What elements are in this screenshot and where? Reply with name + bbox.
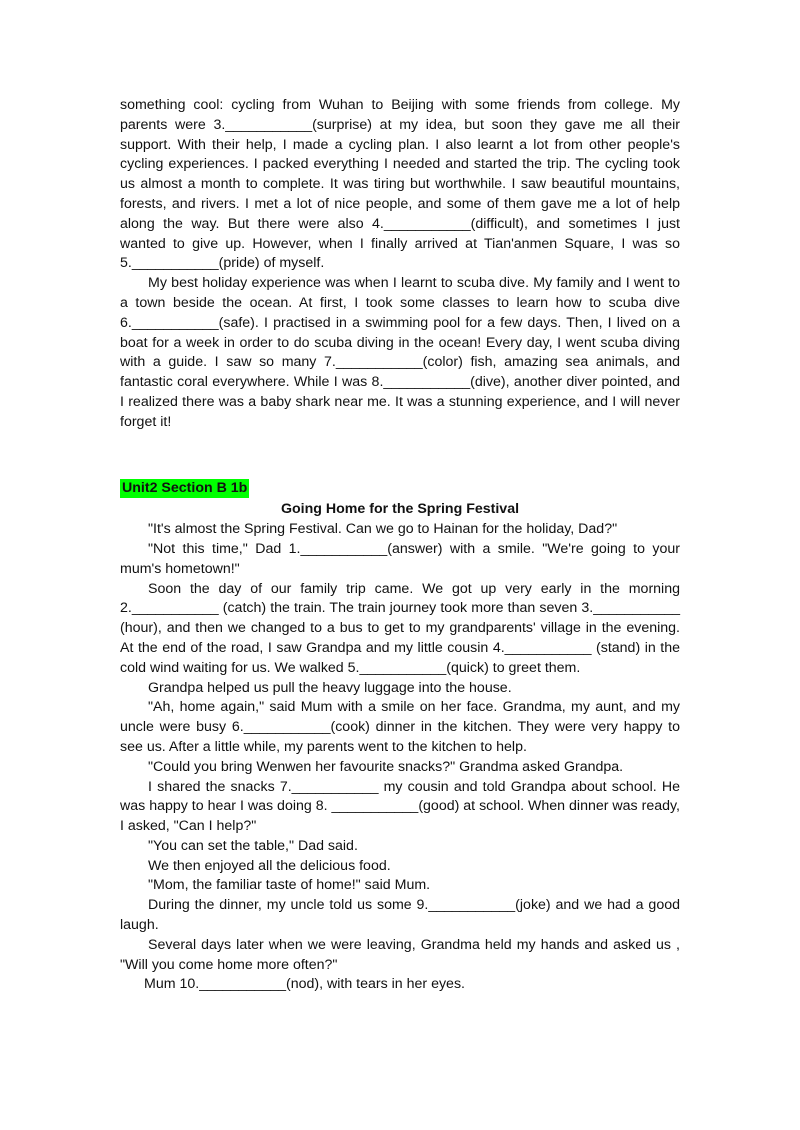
passage1-paragraph-1: something cool: cycling from Wuhan to Beijing with some friends from college. My parents were 3.___________(surprise) at my idea, but soon they gave me all their support. With their help, I made a cycling plan. I also learnt a lot from other people's cycling experiences. I packed everything I needed and started the trip. The cycling took us almost a month to complete. It was tiring but worthwhile. I saw beautiful mountains, forests, and rivers. I met a lot of nice people, and some of them gave me a lot of help along the way. But there were also 4.___________(difficult), and sometimes I just wanted to give up. However, when I finally arrived at Tian'anmen Square, I was so 5.___________(pride) of myself. bbox=[120, 97, 680, 272]
passage2-paragraph-4: Grandpa helped us pull the heavy luggage into the house. bbox=[148, 679, 512, 696]
passage2-paragraph-1: "It's almost the Spring Festival. Can we go to Hainan for the holiday, Dad?" bbox=[148, 521, 618, 538]
passage2-paragraph-3: Soon the day of our family trip came. We got up very early in the morning 2.___________ (catch) the train. The train journey took more than seven 3.___________ (hour), and then we changed to a bus to get to my grandparents' village in the evening. At the end of the road, I saw Grandpa and my little cousin 4.___________ (stand) in the cold wind waiting for us. We walked 5.___________(quick) to greet them. bbox=[120, 580, 680, 676]
section-header bbox=[120, 479, 680, 499]
passage2-paragraph-8: "You can set the table," Dad said. bbox=[148, 837, 358, 854]
passage2-paragraph-9: We then enjoyed all the delicious food. bbox=[148, 857, 391, 874]
section-spacer bbox=[120, 433, 680, 479]
passage2-paragraph-12: Several days later when we were leaving, Grandma held my hands and asked us , "Will you come home more often?" bbox=[120, 936, 680, 973]
section-tag: Unit2 Section B 1b bbox=[120, 479, 249, 499]
passage1-paragraph-2: My best holiday experience was when I learnt to scuba dive. My family and I went to a town beside the ocean. At first, I took some classes to learn how to scuba dive 6.___________(safe). I practised in a swimming pool for a few days. Then, I lived on a boat for a week in order to do scuba diving in the ocean! Every day, I went scuba diving with a guide. I saw so many 7.___________(color) fish, amazing sea animals, and fantastic coral everywhere. While I was 8.___________(dive), another diver pointed, and I realized there was a baby shark near me. It was a stunning experience, and I will never forget it! bbox=[120, 275, 680, 430]
document-page bbox=[120, 96, 680, 995]
passage2-paragraph-2: "Not this time," Dad 1.___________(answer) with a smile. "We're going to your mum's hometown!" bbox=[120, 540, 680, 577]
passage2-paragraph-7: I shared the snacks 7.___________ my cousin and told Grandpa about school. He was happy to hear I was doing 8. ___________(good) at school. When dinner was ready, I asked, "Can I help?" bbox=[120, 778, 680, 835]
passage-title: Going Home for the Spring Festival bbox=[280, 501, 520, 518]
passage2-paragraph-11: During the dinner, my uncle told us some 9.___________(joke) and we had a good laugh. bbox=[120, 897, 680, 934]
passage2-paragraph-10: "Mom, the familiar taste of home!" said Mum. bbox=[148, 877, 431, 894]
passage2-paragraph-6: "Could you bring Wenwen her favourite snacks?" Grandma asked Grandpa. bbox=[148, 758, 624, 775]
passage2-paragraph-13: Mum 10.___________(nod), with tears in her eyes. bbox=[144, 976, 465, 993]
passage2-paragraph-5: "Ah, home again," said Mum with a smile on her face. Grandma, my aunt, and my uncle were busy 6.___________(cook) dinner in the kitchen. They were very happy to see us. After a little while, my parents went to the kitchen to help. bbox=[120, 699, 680, 755]
